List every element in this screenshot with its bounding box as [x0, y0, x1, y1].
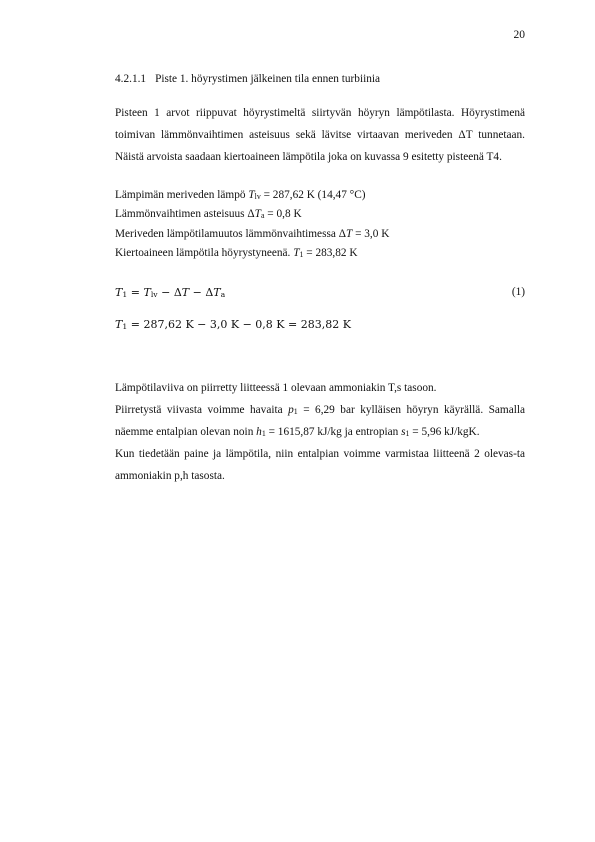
equation-2: $T_1 = 287,62$ K − 3,0 K − 0,8 K = 283,82 K [115, 317, 351, 331]
closing-line-2: Piirretystä viivasta voimme havaita $p_1 = 6,29$ bar kylläisen höyryn käyrällä. Samalla näemme entalpian olevan noin $h_1 = 1615,87$ kJ/kg ja entropian $s_1 = 5,96$ kJ/kgK. [115, 403, 526, 439]
given-refrigerant-temperature: Kiertoaineen lämpötila höyrystyneenä. $T_1 = 283,82$ K [115, 247, 358, 260]
intro-paragraph: Pisteen 1 arvot riippuvat höyrystimeltä siirtyvän höyryn lämpötilasta. Höyrystimenä toimivan lämmönvaihtimen asteisuus sekä lävitse virtaavan meriveden ΔT tunnetaan. Näistä arvoista saadaan kiertoaineen lämpötila joka on kuvassa 9 esitetty pisteenä T4. [115, 107, 525, 164]
equation-number: (1) [511, 285, 525, 298]
section-number: 4.2.1.1 [115, 73, 147, 85]
closing-line-3: Kun tiedetään paine ja lämpötila, niin entalpian voimme varmistaa liitteenä 2 olevas-ta ammoniakin p,h tasosta. [115, 448, 525, 483]
closing-line-1: Lämpötilaviiva on piirretty liitteessä 1 olevaan ammoniakin T,s tasoon. [115, 381, 437, 394]
given-seawater-delta: Meriveden lämpötilamuutos lämmönvaihtimessa ΔT = 3,0 K [115, 227, 390, 240]
given-seawater-temperature: Lämpimän meriveden lämpö $T_{lv} = 287,62$ K (14,47 °C) [115, 188, 366, 201]
given-values [115, 186, 525, 264]
equation-1: $T_1 = T_{lv} - \Delta T - \Delta T_a$ (1) [115, 285, 525, 299]
page-content [115, 73, 525, 488]
section-title: Piste 1. höyrystimen jälkeinen tila ennen turbiinia [155, 73, 381, 85]
given-exchanger-approach: Lämmönvaihtimen asteisuus $\Delta T_a = 0,8$ K [115, 208, 302, 221]
section-heading [115, 73, 525, 85]
closing-paragraph [115, 377, 525, 488]
page-number: 20 [513, 29, 525, 41]
